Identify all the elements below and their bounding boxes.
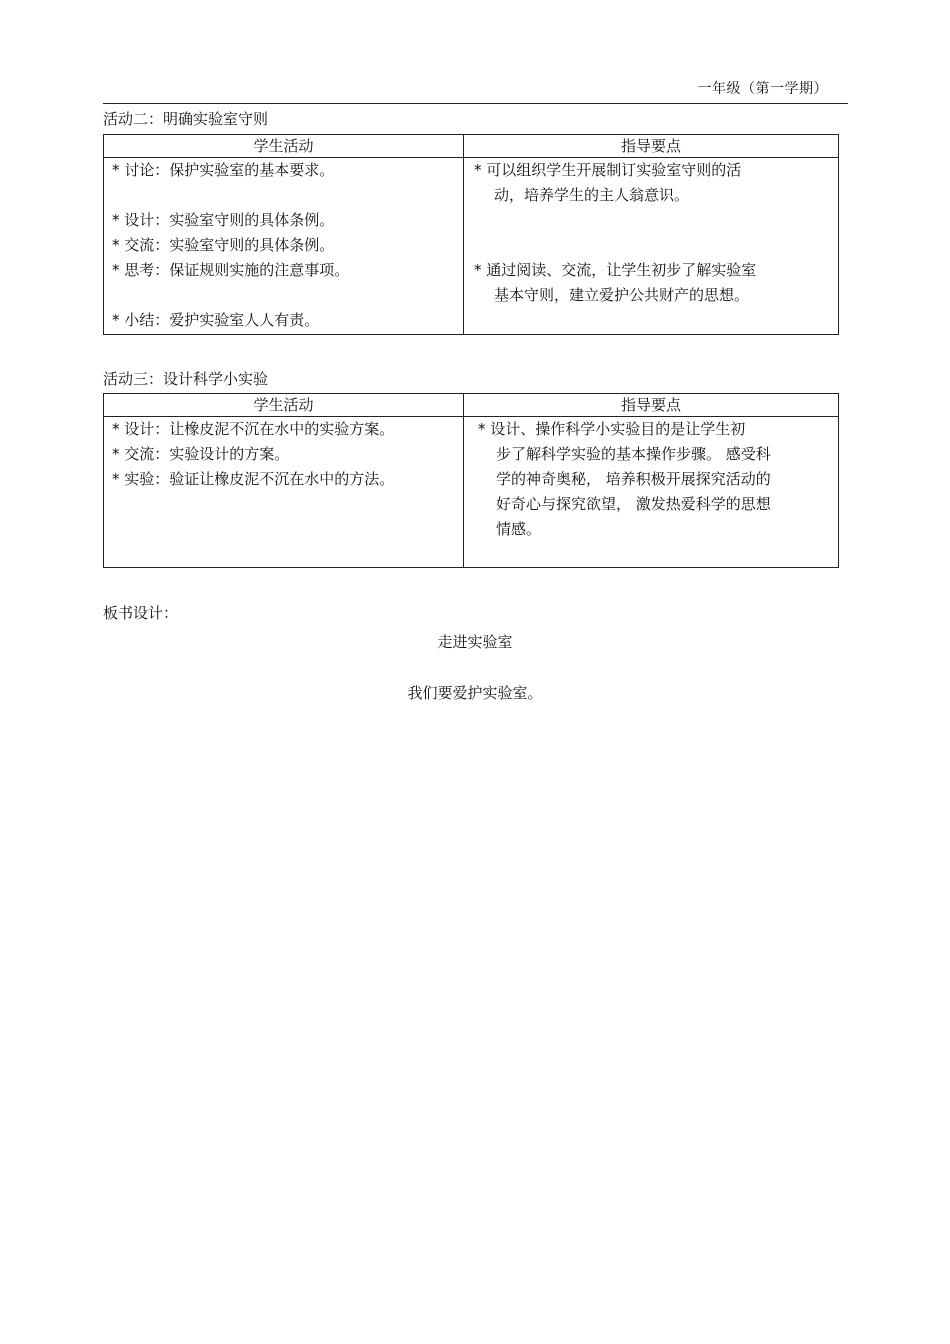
board-title: 板书设计：: [103, 604, 179, 622]
activity2-table: [103, 134, 839, 335]
list-item: * 交流：实验设计的方案。: [112, 445, 290, 463]
list-item: 情感。: [496, 520, 542, 538]
activity2-col-student: 学生活动: [104, 135, 464, 158]
grade-header: 一年级（第一学期）: [697, 81, 828, 97]
activity2-body-row: [104, 158, 839, 335]
activity2-header-row: [104, 135, 839, 158]
header-rule: [103, 103, 848, 104]
list-item: 基本守则，建立爱护公共财产的思想。: [494, 286, 750, 304]
list-item: 学的神奇奥秘， 培养积极开展探究活动的: [496, 470, 771, 488]
list-item: * 讨论：保护实验室的基本要求。: [112, 161, 335, 179]
list-item: 好奇心与探究欲望， 激发热爱科学的思想: [496, 495, 771, 513]
activity3-guide-cell: [464, 417, 839, 568]
list-item: * 设计：让橡皮泥不沉在水中的实验方案。: [112, 420, 395, 438]
activity2-title: 活动二：明确实验室守则: [103, 110, 269, 128]
activity3-header-row: [104, 394, 839, 417]
list-item: * 实验：验证让橡皮泥不沉在水中的方法。: [112, 470, 395, 488]
board-line-1: 走进实验室: [437, 633, 513, 651]
list-item: * 交流：实验室守则的具体条例。: [112, 236, 335, 254]
activity2-student-cell: [104, 158, 464, 335]
activity2-col-guide: 指导要点: [464, 135, 839, 158]
activity3-student-cell: [104, 417, 464, 568]
list-item: 步了解科学实验的基本操作步骤。 感受科: [496, 445, 771, 463]
activity3-col-guide: 指导要点: [464, 394, 839, 417]
list-item: * 通过阅读、交流，让学生初步了解实验室: [474, 261, 757, 279]
list-item: * 小结：爱护实验室人人有责。: [112, 311, 320, 329]
activity3-body-row: [104, 417, 839, 568]
activity3-col-student: 学生活动: [104, 394, 464, 417]
list-item: * 设计：实验室守则的具体条例。: [112, 211, 335, 229]
list-item: * 设计、操作科学小实验目的是让学生初: [478, 420, 746, 438]
list-item: * 思考：保证规则实施的注意事项。: [112, 261, 350, 279]
activity3-title: 活动三：设计科学小实验: [103, 370, 269, 388]
list-item: 动，培养学生的主人翁意识。: [494, 186, 690, 204]
list-item: * 可以组织学生开展制订实验室守则的活: [474, 161, 742, 179]
activity2-guide-cell: [464, 158, 839, 335]
board-line-2: 我们要爱护实验室。: [407, 684, 543, 702]
activity3-table: [103, 393, 839, 568]
